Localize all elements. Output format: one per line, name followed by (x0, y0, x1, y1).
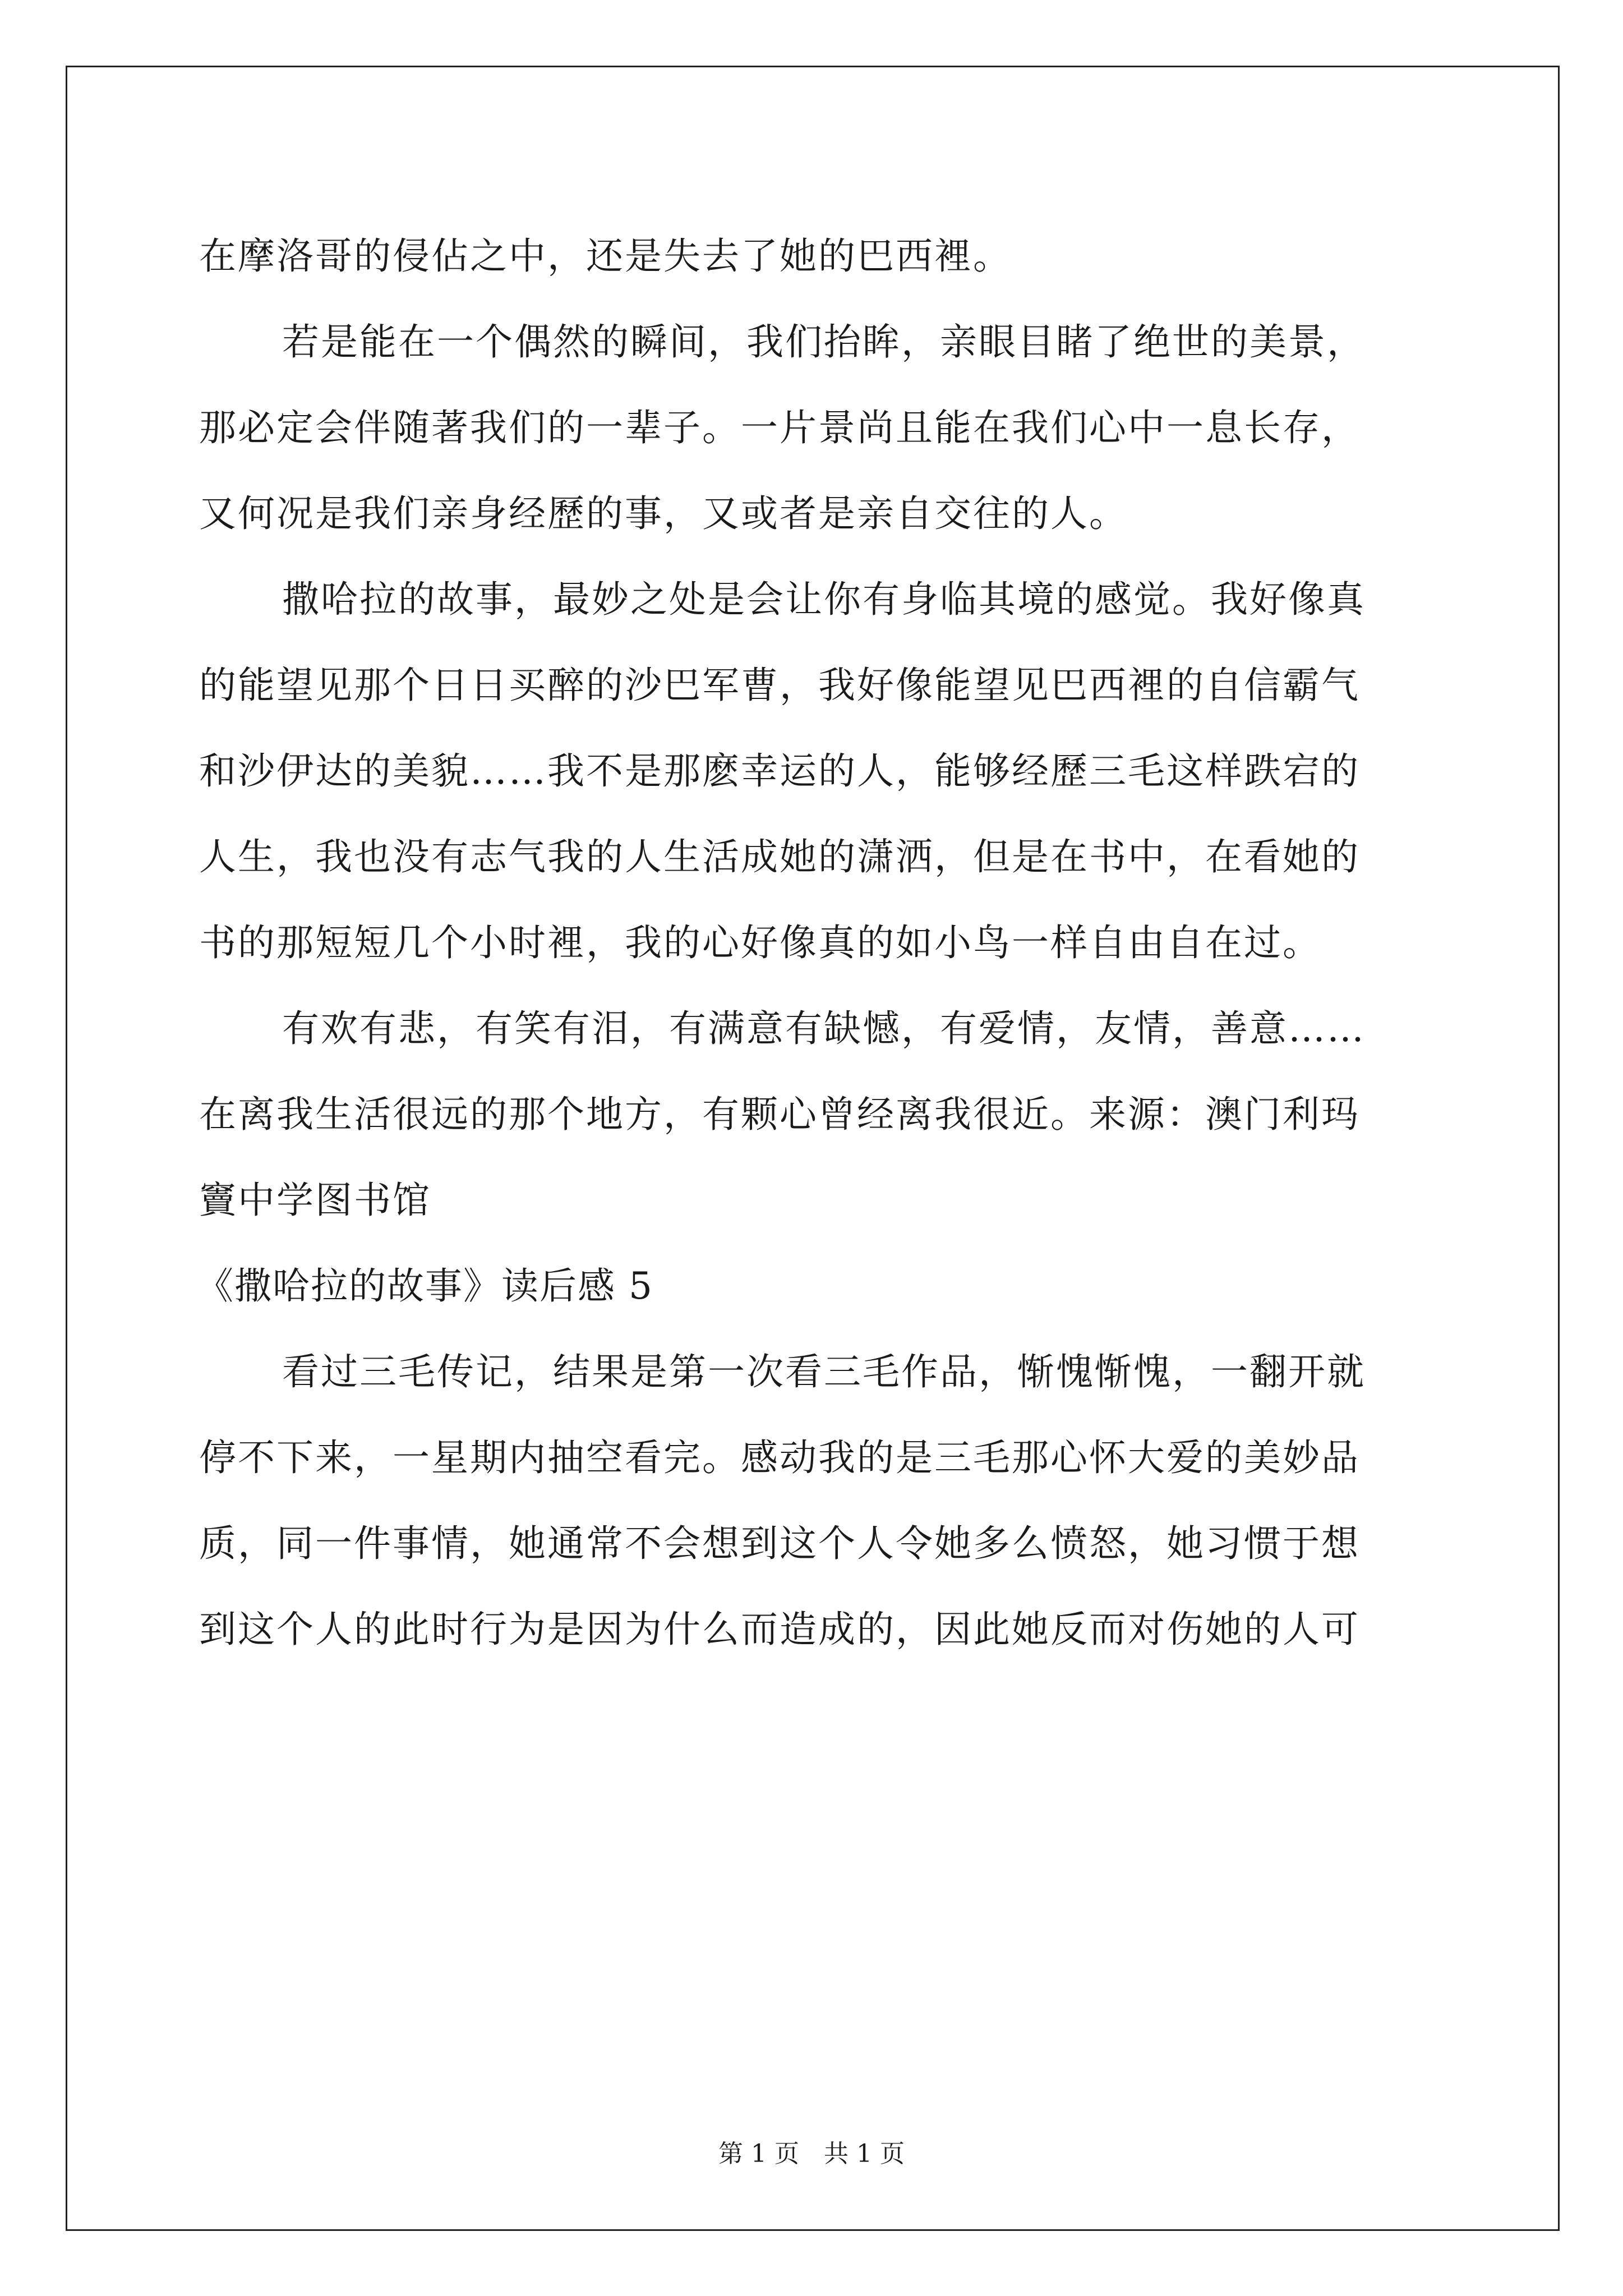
text-line-10: 有欢有悲，有笑有泪，有满意有缺憾，有爱情，友情，善意…… (282, 1007, 1366, 1050)
text-line-15: 停不下来，一星期内抽空看完。感动我的是三毛那心怀大爱的美妙品 (199, 1436, 1360, 1479)
text-line-6: 的能望见那个日日买醉的沙巴军曹，我好像能望见巴西裡的自信霸气 (199, 664, 1360, 707)
text-line-12: 竇中学图书馆 (199, 1179, 431, 1222)
text-line-3: 那必定会伴随著我们的一辈子。一片景尚且能在我们心中一息长存， (199, 406, 1360, 449)
text-line-2: 若是能在一个偶然的瞬间，我们抬眸，亲眼目睹了绝世的美景， (282, 320, 1366, 364)
text-line-17: 到这个人的此时行为是因为什么而造成的，因此她反而对伤她的人可 (199, 1608, 1360, 1651)
text-line-16: 质，同一件事情，她通常不会想到这个人令她多么愤怒，她习惯于想 (199, 1522, 1360, 1565)
page-footer (0, 2138, 1623, 2170)
section-heading: 《撒哈拉的故事》读后感 5 (196, 1264, 653, 1308)
text-line-1: 在摩洛哥的侵佔之中，还是失去了她的巴西裡。 (199, 234, 1012, 278)
text-line-4: 又何况是我们亲身经歷的事，又或者是亲自交往的人。 (199, 492, 1128, 535)
text-line-11: 在离我生活很远的那个地方，有颗心曾经离我很近。来源：澳门利玛 (199, 1093, 1360, 1136)
text-line-14: 看过三毛传记，结果是第一次看三毛作品，惭愧惭愧，一翻开就 (282, 1350, 1366, 1393)
page-total: 共 1 页 (824, 2139, 905, 2168)
page-number: 第 1 页 (718, 2139, 799, 2168)
document-body (196, 213, 1438, 1672)
text-line-7: 和沙伊达的美貌……我不是那麽幸运的人，能够经歷三毛这样跌宕的 (199, 749, 1360, 793)
text-line-8: 人生，我也没有志气我的人生活成她的潇洒，但是在书中，在看她的 (199, 835, 1360, 878)
text-line-5: 撒哈拉的故事，最妙之处是会让你有身临其境的感觉。我好像真 (282, 578, 1366, 621)
text-line-9: 书的那短短几个小时裡，我的心好像真的如小鸟一样自由自在过。 (199, 921, 1321, 964)
